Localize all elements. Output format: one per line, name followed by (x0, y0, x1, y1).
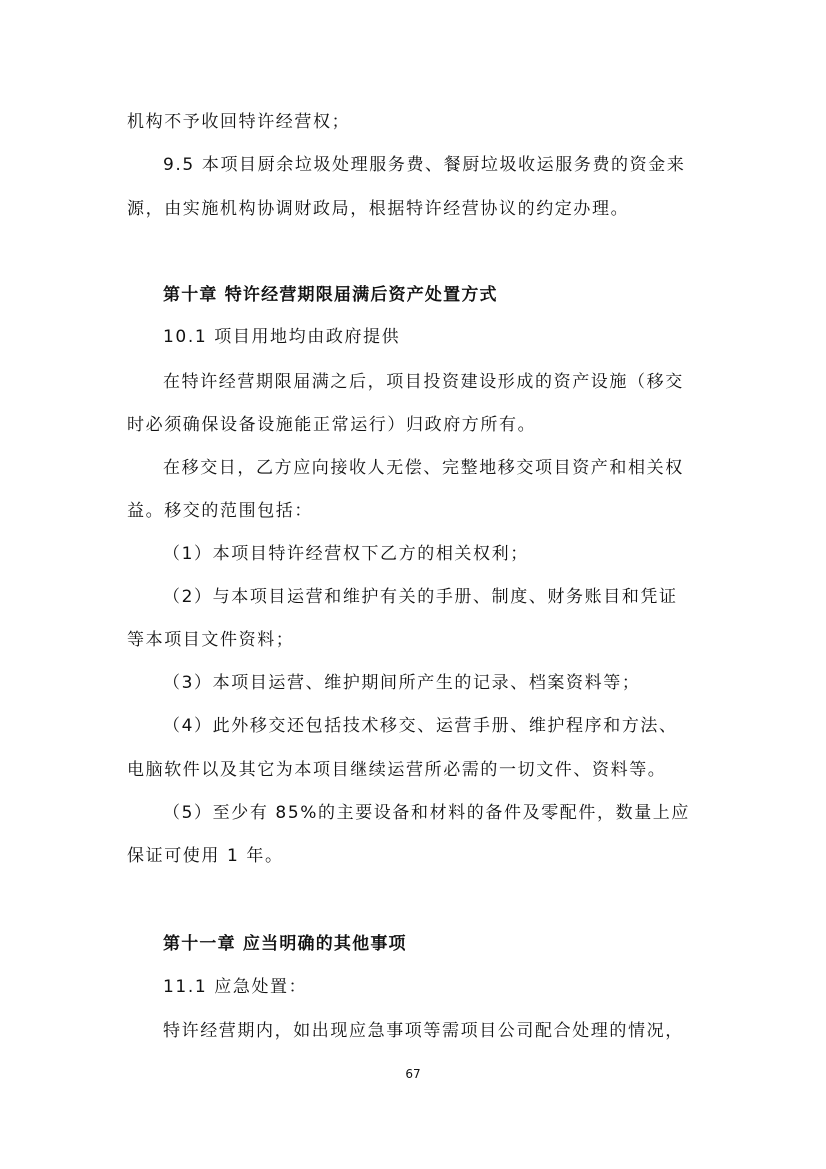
section-title: 11.1 应急处置： (163, 977, 308, 997)
page-number: 67 (405, 1067, 421, 1081)
paragraph-line: 时必须确保设备设施能正常运行）归政府方所有。 (127, 415, 537, 435)
paragraph-line: 机构不予收回特许经营权； (127, 112, 351, 132)
list-item: （3）本项目运营、维护期间所产生的记录、档案资料等； (163, 673, 641, 693)
paragraph-line: 在移交日，乙方应向接收人无偿、完整地移交项目资产和相关权 (163, 458, 684, 478)
list-item: （1）本项目特许经营权下乙方的相关权利； (163, 544, 529, 564)
list-item: （5）至少有 85%的主要设备和材料的备件及零配件，数量上应 (163, 803, 691, 823)
section-title: 10.1 项目用地均由政府提供 (163, 327, 401, 347)
chapter-heading: 第十章 特许经营期限届满后资产处置方式 (163, 285, 498, 305)
paragraph-line: 特许经营期内，如出现应急事项等需项目公司配合处理的情况， (163, 1021, 684, 1041)
paragraph-line: 源，由实施机构协调财政局，根据特许经营协议的约定办理。 (127, 199, 630, 219)
paragraph-line: 在特许经营期限届满之后，项目投资建设形成的资产设施（移交 (163, 372, 684, 392)
list-item-continuation: 保证可使用 1 年。 (127, 846, 284, 866)
paragraph-line: 9.5 本项目厨余垃圾处理服务费、餐厨垃圾收运服务费的资金来 (163, 155, 686, 175)
list-item: （4）此外移交还包括技术移交、运营手册、维护程序和方法、 (163, 716, 678, 736)
list-item-continuation: 等本项目文件资料； (127, 630, 295, 650)
chapter-heading: 第十一章 应当明确的其他事项 (163, 934, 407, 954)
list-item-continuation: 电脑软件以及其它为本项目继续运营所必需的一切文件、资料等。 (127, 760, 667, 780)
paragraph-line: 益。移交的范围包括： (127, 501, 313, 521)
list-item: （2）与本项目运营和维护有关的手册、制度、财务账目和凭证 (163, 587, 678, 607)
